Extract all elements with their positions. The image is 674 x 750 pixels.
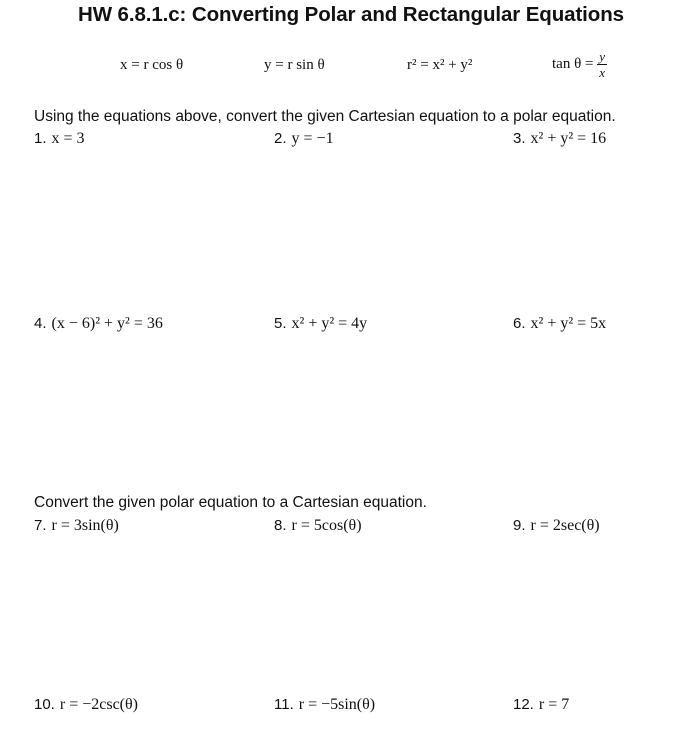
problem-number: 6. [513, 315, 526, 332]
problem-equation: y = −1 [291, 130, 334, 147]
problem-equation: r = 2sec(θ) [530, 517, 600, 534]
problem-equation: r = −5sin(θ) [298, 696, 376, 713]
problem-number: 7. [34, 517, 47, 534]
problem-equation: r = −2csc(θ) [59, 696, 138, 713]
problem-number: 3. [513, 130, 526, 147]
problem-3 [513, 130, 606, 148]
problem-12 [513, 696, 569, 714]
problem-6 [513, 315, 606, 333]
problem-number: 9. [513, 517, 526, 534]
problem-9 [513, 517, 600, 535]
formula-r-squared: r² = x² + y² [407, 57, 473, 73]
problem-number: 10. [34, 696, 55, 713]
problem-2 [274, 130, 334, 148]
problem-number: 12. [513, 696, 534, 713]
problem-1 [34, 130, 85, 148]
section1-instruction: Using the equations above, convert the given Cartesian equation to a polar equation. [34, 108, 616, 125]
problem-number: 1. [34, 130, 47, 147]
problem-equation: x = 3 [51, 130, 85, 147]
problem-11 [274, 696, 375, 714]
page-title: HW 6.8.1.c: Converting Polar and Rectangular Equations [78, 3, 624, 26]
problem-equation: r = 7 [538, 696, 570, 713]
problem-equation: (x − 6)² + y² = 36 [51, 315, 163, 332]
problem-number: 4. [34, 315, 47, 332]
formula-tan-denominator: x [599, 65, 606, 80]
problem-10 [34, 696, 138, 714]
formula-tan-fraction [597, 50, 607, 79]
problem-equation: x² + y² = 5x [530, 315, 607, 332]
problem-number: 8. [274, 517, 287, 534]
problem-equation: r = 3sin(θ) [51, 517, 119, 534]
problem-equation: x² + y² = 4y [291, 315, 368, 332]
formula-tan-left: tan θ = [552, 56, 594, 72]
formula-tan [552, 50, 607, 79]
problem-number: 2. [274, 130, 287, 147]
formula-tan-numerator: y [599, 49, 606, 64]
section2-instruction: Convert the given polar equation to a Cartesian equation. [34, 494, 427, 511]
formula-y-rsin: y = r sin θ [264, 57, 325, 73]
problem-number: 11. [274, 696, 294, 713]
problem-number: 5. [274, 315, 287, 332]
formula-x-rcos: x = r cos θ [120, 57, 184, 73]
problem-equation: r = 5cos(θ) [291, 517, 362, 534]
problem-7 [34, 517, 119, 535]
problem-equation: x² + y² = 16 [530, 130, 607, 147]
problem-4 [34, 315, 163, 333]
problem-8 [274, 517, 362, 535]
problem-5 [274, 315, 367, 333]
